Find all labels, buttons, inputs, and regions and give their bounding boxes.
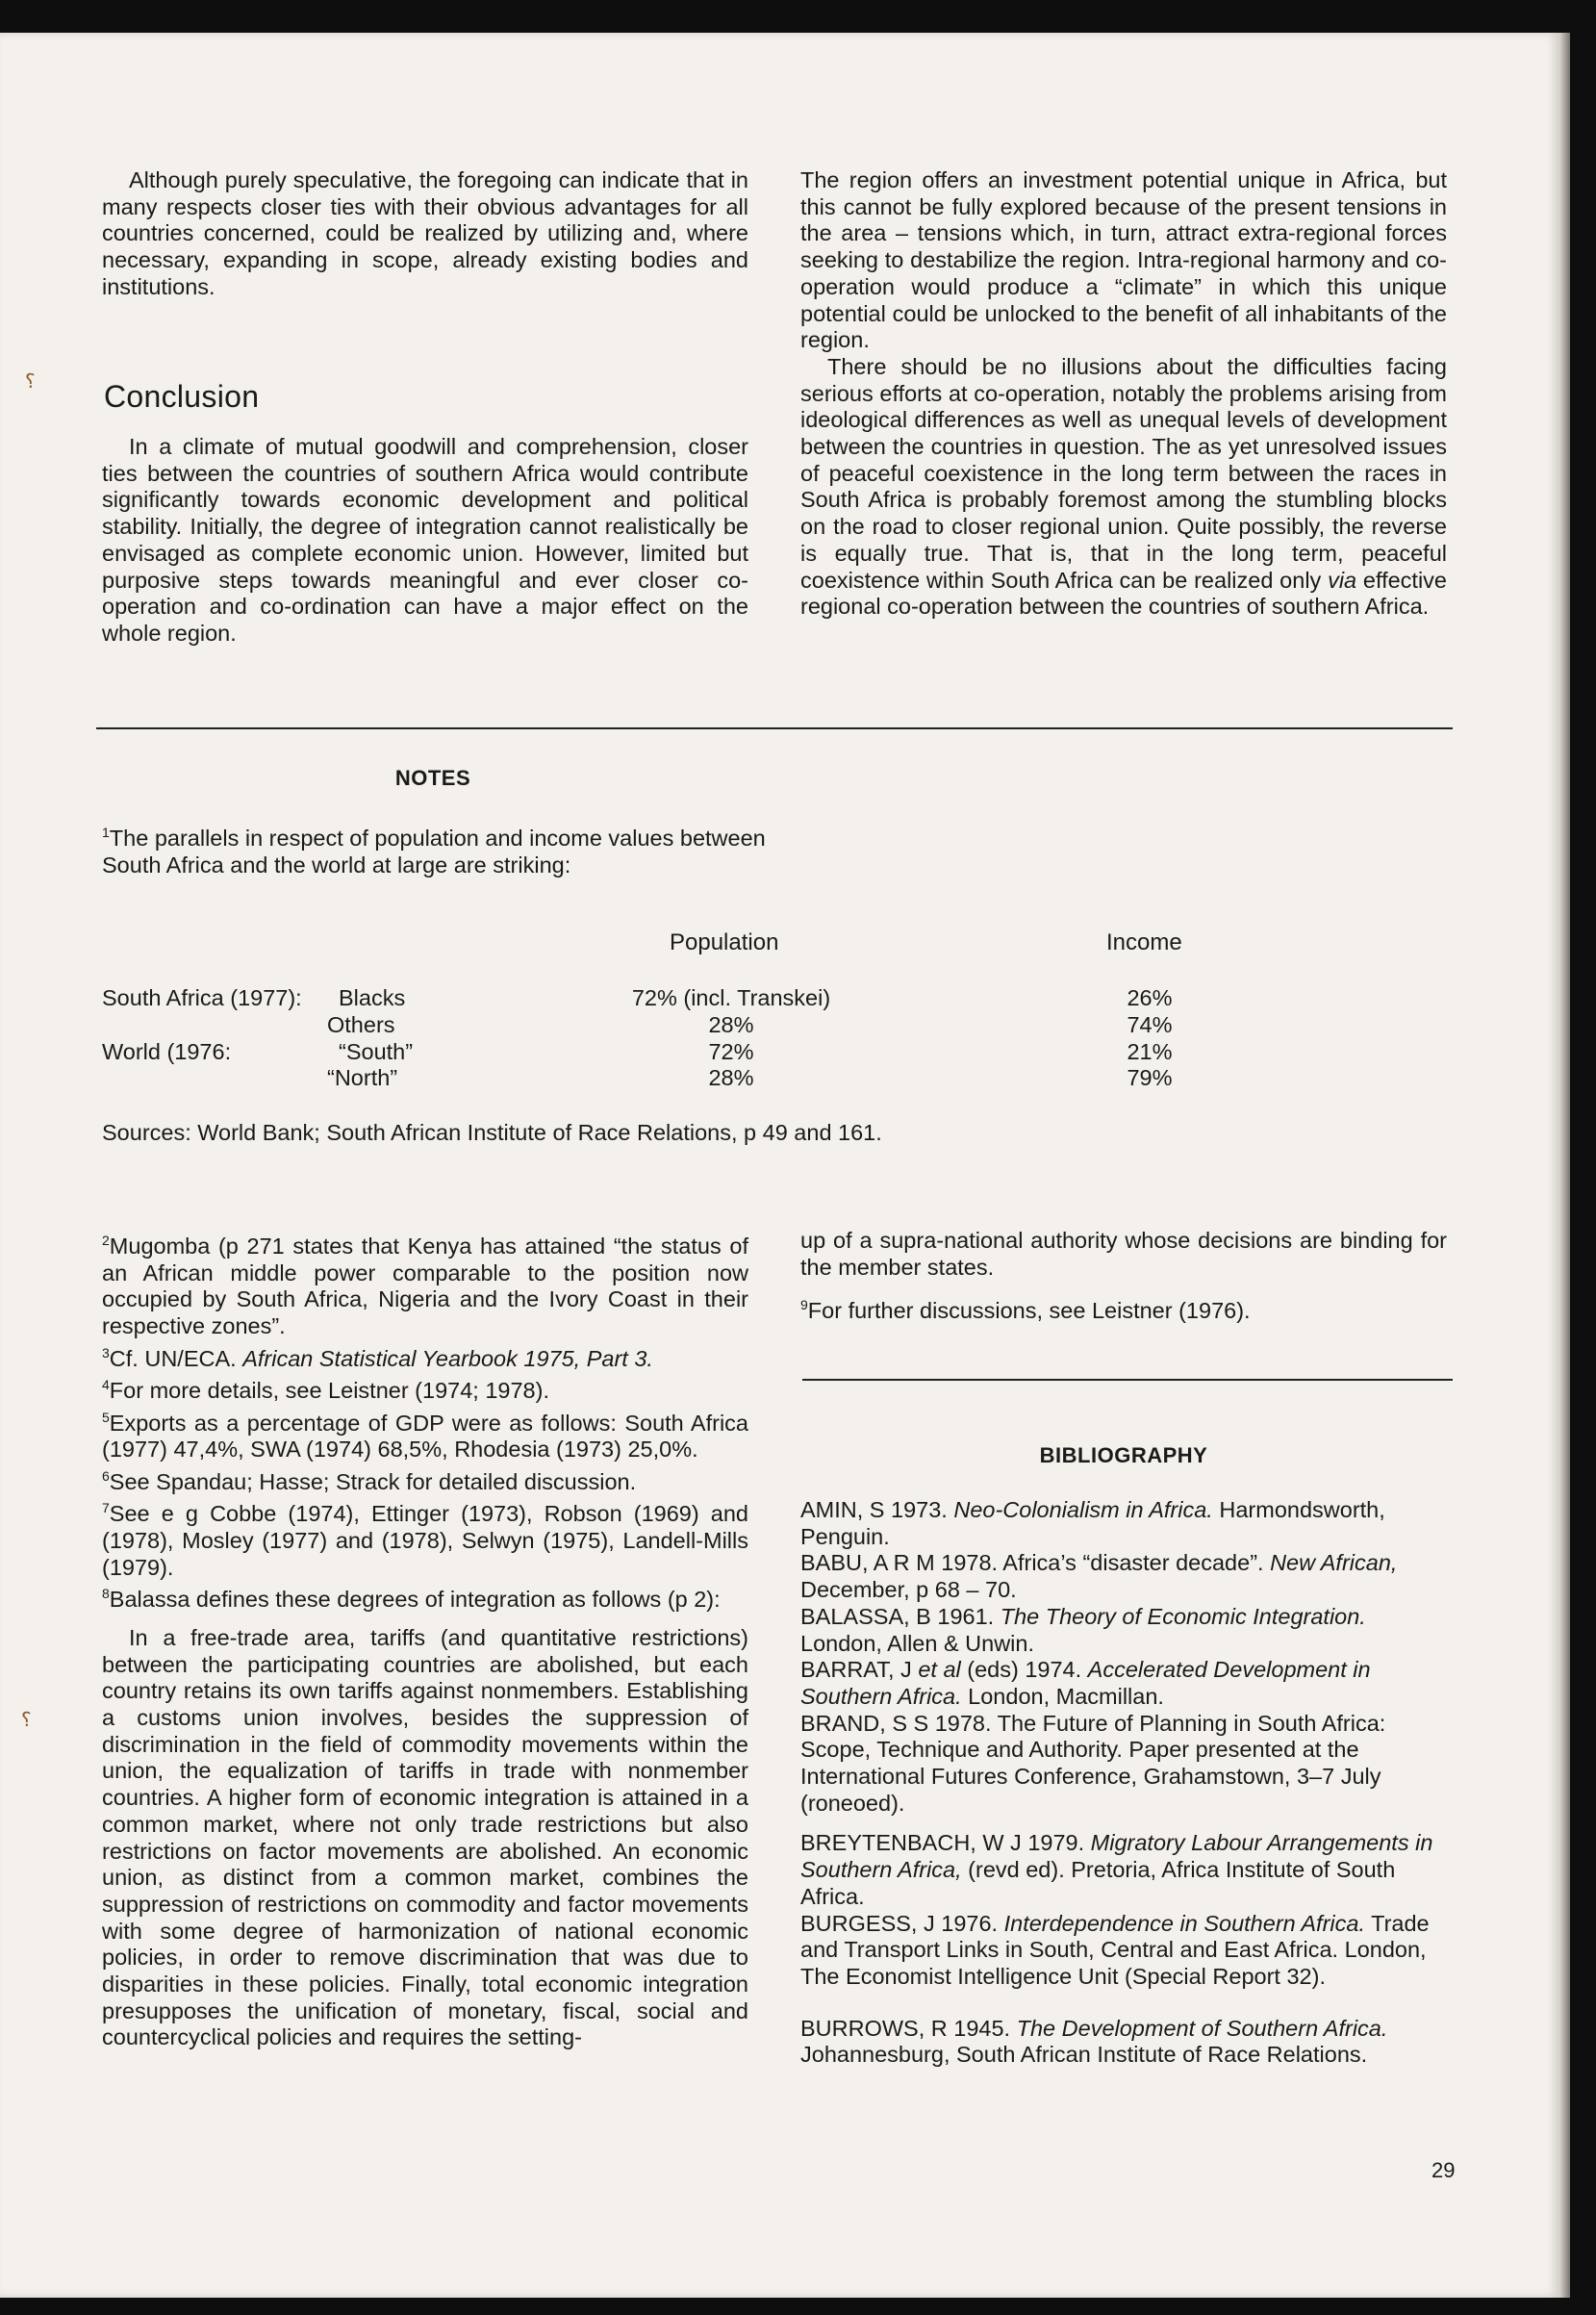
- bibliography-divider: [802, 1379, 1453, 1381]
- bib-entry-burrows: BURROWS, R 1945. The Development of Southern Africa. Johannesburg, South African Institute of Race Relations.: [800, 2015, 1388, 2068]
- conclusion-column: [102, 434, 748, 648]
- population-cell: 72%: [708, 1039, 754, 1064]
- note-1: $^1$The parallels in respect of population and income values between South Africa and the world at large are striking:: [102, 825, 766, 878]
- sources-line: Sources: World Bank; South African Institute of Race Relations, p 49 and 161.: [102, 1120, 882, 1145]
- note-7: $^7$See e g Cobbe (1974), Ettinger (1973), Robson (1969) and (1978), Mosley (1977) and (1978), Selwyn (1975), Landell-Mills (1979).: [102, 1500, 748, 1580]
- illusions-paragraph: There should be no illusions about the difficulties facing serious efforts at co-operation, notably the problems arising from ideological differences as well as unequal levels of development between the countries in question. The as yet unresolved issues of peaceful coexistence in the long term between the races in South Africa is probably foremost among the stumbling blocks on the road to closer regional union. Quite possibly, the reverse is equally true. That is, that in the long term, peaceful coexistence within South Africa can be realized only via effective regional co-operation between the countries of southern Africa.: [800, 353, 1448, 620]
- page-edge: [1560, 33, 1570, 2298]
- group-label: “South”: [339, 1039, 414, 1064]
- group-label: Blacks: [339, 985, 406, 1010]
- note-8-quote: In a free-trade area, tariffs (and quantitative restrictions) between the participating countries are abolished, but each country retains its own tariffs against nonmembers. Establishing a customs union involves, besides the suppression of discrimination in the field of commodity movements within the union, the equalization of tariffs in trade with nonmember countries. A higher form of economic integration is attained in a common market, where not only trade restrictions but also restrictions on factor movements are abolished. An economic union, as distinct from a common market, combines the suppression of restrictions on commodity and factor movements with some degree of harmonization of national economic policies, in order to remove discrimination that was due to disparities in these policies. Finally, total economic integration presupposes the unification of monetary, fiscal, social and countercyclical policies and requires the setting-: [102, 1624, 748, 2050]
- income-header: Income: [1106, 929, 1182, 955]
- table-row: South Africa (1977):: [102, 985, 302, 1010]
- intro-column: [102, 167, 748, 301]
- conclusion-paragraph: In a climate of mutual goodwill and comprehension, closer ties between the countries of southern Africa would contribute significantly towards economic development and political stability. Initially, the degree of integration cannot realistically be envisaged as complete economic union. However, limited but purposive steps towards meaningful and ever closer co-operation and co-ordination can have a major effect on the whole region.: [102, 434, 748, 646]
- bib-entry-barrat: BARRAT, J et al (eds) 1974. Accelerated Development in Southern Africa. London, Macmillan.: [800, 1657, 1371, 1709]
- right-column-top: [800, 167, 1447, 621]
- income-cell: 21%: [1127, 1039, 1173, 1064]
- notes-column-left: [102, 1228, 748, 2051]
- group-label: “North”: [327, 1065, 398, 1090]
- note-5: $^5$Exports as a percentage of GDP were as follows: South Africa (1977) 47,4%, SWA (1974) 68,5%, Rhodesia (1973) 25,0%.: [102, 1409, 748, 1463]
- bibliography-title: BIBLIOGRAPHY: [1039, 1443, 1208, 1467]
- margin-mark: ⸮: [25, 371, 36, 393]
- bib-entry-breytenbach: BREYTENBACH, W J 1979. Migratory Labour Arrangements in Southern Africa, (revd ed). Pretoria, Africa Institute of South Africa.: [800, 1830, 1433, 1909]
- conclusion-heading: Conclusion: [104, 379, 260, 414]
- income-cell: 26%: [1127, 985, 1173, 1010]
- note-8-continued: up of a supra-national authority whose decisions are binding for the member states.: [800, 1228, 1447, 1280]
- income-cell: 74%: [1127, 1012, 1173, 1037]
- bib-entry-burgess: BURGESS, J 1976. Interdependence in Southern Africa. Trade and Transport Links in South, Central and East Africa. London, The Economist Intelligence Unit (Special Report 32).: [800, 1910, 1430, 1989]
- bib-entry-amin: AMIN, S 1973. Neo-Colonialism in Africa. Harmondsworth, Penguin.: [800, 1497, 1385, 1549]
- population-header: Population: [670, 929, 779, 955]
- population-cell: 28%: [708, 1065, 754, 1090]
- notes-divider: [96, 727, 1453, 729]
- bib-entry-brand: BRAND, S S 1978. The Future of Planning in South Africa: Scope, Technique and Authority. Paper presented at the International Futures Conference, Grahamstown, 3–7 July (roneoed).: [800, 1710, 1386, 1816]
- population-cell: 28%: [708, 1012, 754, 1037]
- note-3: $^3$Cf. UN/ECA. African Statistical Yearbook 1975, Part 3.: [102, 1344, 653, 1371]
- notes-title: NOTES: [394, 766, 471, 790]
- population-cell: 72% (incl. Transkei): [631, 985, 831, 1010]
- note-6: $^6$See Spandau; Hasse; Strack for detailed discussion.: [102, 1467, 637, 1494]
- note-2: $^2$Mugomba (p 271 states that Kenya has attained “the status of an African middle power comparable to the position now occupied by South Africa, Nigeria and the Ivory Coast in their respective zones”.: [102, 1233, 748, 1338]
- note-8: $^8$Balassa defines these degrees of integration as follows (p 2):: [102, 1586, 721, 1613]
- note-9: $^9$For further discussions, see Leistner (1976).: [800, 1297, 1251, 1324]
- page-number: 29: [1431, 2158, 1456, 2182]
- income-cell: 79%: [1127, 1065, 1173, 1090]
- group-label: Others: [327, 1012, 395, 1037]
- region-paragraph: The region offers an investment potential unique in Africa, but this cannot be fully explored because of the present tensions in the area – tensions which, in turn, attract extra-regional forces seeking to destabilize the region. Intra-regional harmony and co-operation would produce a “climate” in which this unique potential could be unlocked to the benefit of all inhabitants of the region.: [800, 167, 1447, 353]
- notes-column-right: [800, 1228, 1447, 1325]
- margin-mark: ⸮: [21, 1710, 32, 1731]
- intro-paragraph: Although purely speculative, the foregoing can indicate that in many respects closer ties with their obvious advantages for all countries concerned, could be realized by utilizing and, where necessary, expanding in scope, already existing bodies and institutions.: [102, 167, 748, 299]
- bibliography-list: [800, 1497, 1447, 2069]
- note-4: $^4$For more details, see Leistner (1974; 1978).: [102, 1377, 549, 1403]
- bib-entry-balassa: BALASSA, B 1961. The Theory of Economic Integration. London, Allen & Unwin.: [800, 1603, 1366, 1656]
- bib-entry-babu: BABU, A R M 1978. Africa’s “disaster decade”. New African, December, p 68 – 70.: [800, 1550, 1398, 1603]
- table-row: World (1976:: [102, 1039, 232, 1064]
